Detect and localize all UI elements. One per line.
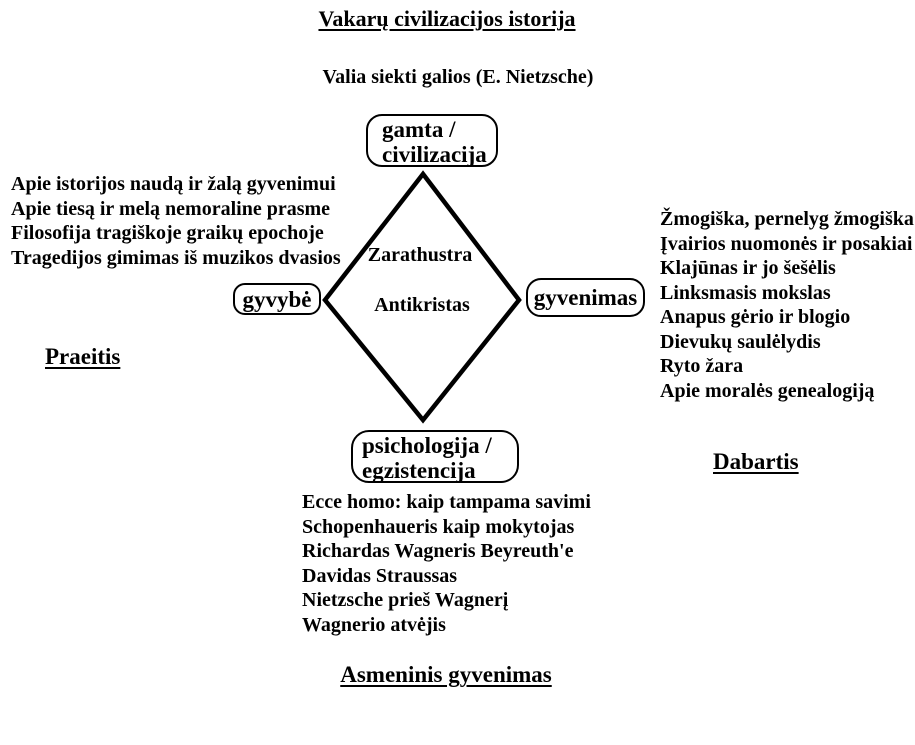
node-gyvenimas <box>526 278 645 317</box>
list-item: Filosofija tragiškoje graikų epochoje <box>11 222 324 244</box>
node-gamta-civilizacija <box>366 114 498 167</box>
list-item: Nietzsche prieš Wagnerį <box>302 589 509 611</box>
section-label-praeitis: Praeitis <box>45 344 121 369</box>
list-item: Ecce homo: kaip tampama savimi <box>302 491 591 513</box>
list-item: Tragedijos gimimas iš muzikos dvasios <box>11 246 341 269</box>
past-works-list <box>11 172 341 270</box>
node-label: gyvenimas <box>533 285 638 310</box>
list-item: Ryto žara <box>660 355 744 377</box>
list-item: Apie istorijos naudą ir žalą gyvenimui <box>11 173 336 195</box>
list-item: Žmogiška, pernelyg žmogiška <box>660 208 914 230</box>
node-gyvybe <box>233 283 321 315</box>
diamond-label-zarathustra: Zarathustra <box>367 244 473 266</box>
node-psichologija-egzistencija <box>351 430 519 483</box>
list-item: Linksmasis mokslas <box>660 281 831 304</box>
list-item: Davidas Straussas <box>302 564 458 587</box>
diamond-label-antikristas: Antikristas <box>374 294 470 316</box>
node-label-line: gamta / <box>382 117 456 142</box>
list-item: Wagnerio atvėjis <box>302 613 446 636</box>
node-label-line: egzistencija <box>362 458 476 483</box>
list-item: Apie tiesą ir melą nemoraline prasme <box>11 197 331 220</box>
node-label-line: psichologija / <box>362 433 492 458</box>
section-label-asmeninis-gyvenimas: Asmeninis gyvenimas <box>340 662 552 687</box>
list-item: Apie moralės genealogiją <box>660 379 875 402</box>
section-label-dabartis: Dabartis <box>713 449 799 474</box>
present-works-list <box>660 207 914 403</box>
page-subtitle: Valia siekti galios (E. Nietzsche) <box>322 66 594 88</box>
list-item: Dievukų saulėlydis <box>660 330 821 353</box>
list-item: Anapus gėrio ir blogio <box>660 306 851 328</box>
node-label-line: civilizacija <box>382 142 487 167</box>
list-item: Klajūnas ir jo šešėlis <box>660 257 836 279</box>
list-item: Įvairios nuomonės ir posakiai <box>660 232 913 255</box>
list-item: Schopenhaueris kaip mokytojas <box>302 515 575 538</box>
page-title: Vakarų civilizacijos istorija <box>318 6 576 31</box>
list-item: Richardas Wagneris Beyreuth'e <box>302 540 574 562</box>
node-label: gyvybė <box>242 286 312 312</box>
personal-works-list <box>302 490 591 637</box>
